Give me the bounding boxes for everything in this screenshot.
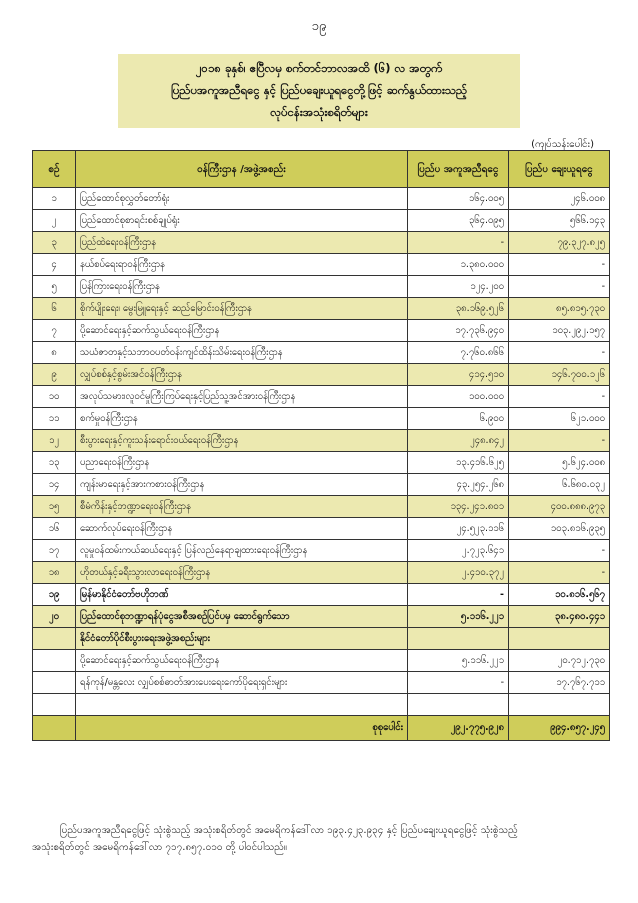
table-row bbox=[33, 606, 610, 628]
foreign-loan-value: ၃၈.၄၈၀.၄၄၁ bbox=[509, 606, 610, 628]
table-row bbox=[33, 210, 610, 232]
row-number: ၁၁ bbox=[33, 408, 76, 430]
foreign-aid-value: ၅.၁၁၆.၂၂၁ bbox=[408, 650, 509, 672]
foreign-aid-value: ၅.၁၁၆.၂၂၁ bbox=[408, 606, 509, 628]
foreign-aid-value: ၃၆၄.၀၉၅ bbox=[408, 210, 509, 232]
ministry-name: ပို့ဆောင်ရေးနှင့်ဆက်သွယ်ရေးဝန်ကြီးဌာန bbox=[76, 320, 408, 342]
foreign-aid-value: ၁.၃၈၀.၀၀၀ bbox=[408, 254, 509, 276]
foreign-loan-value bbox=[509, 694, 610, 716]
foreign-aid-value: ၆.၉၀၀ bbox=[408, 408, 509, 430]
ministry-name: စီမံကိန်းနှင့်ဘဏ္ဍာရေးဝန်ကြီးဌာန bbox=[76, 496, 408, 518]
table-row bbox=[33, 386, 610, 408]
row-number: ၁၄ bbox=[33, 474, 76, 496]
foreign-aid-value: - bbox=[408, 672, 509, 694]
footnote-line-2: အသုံးစရိတ်တွင် အမေရိကန်ဒေါ်လာ ၇၁၇.၈၅၇.၀၁၀ တို့ ပါဝင်ပါသည်။ bbox=[32, 842, 287, 853]
row-number: ၂၀ bbox=[33, 606, 76, 628]
title-line-3: လုပ်ငန်းအသုံးစရိတ်များ bbox=[270, 105, 368, 119]
row-number: ၁၀ bbox=[33, 386, 76, 408]
table-row bbox=[33, 672, 610, 694]
foreign-loan-value: - bbox=[509, 276, 610, 298]
foreign-loan-value: ၇၉.၃၂၇.၈၂၅ bbox=[509, 232, 610, 254]
ministry-name: စီးပွားရေးနှင့်ကူးသန်းရောင်းဝယ်ရေးဝန်ကြီးဌာန bbox=[76, 430, 408, 452]
table-row bbox=[33, 694, 610, 716]
foreign-aid-value: ၁၆၄.၀၀၅ bbox=[408, 188, 509, 210]
ministry-name: အလုပ်သမား၊လူဝင်မှုကြီးကြပ်ရေးနှင့်ပြည်သူ့အင်အားဝန်ကြီးဌာန bbox=[76, 386, 408, 408]
row-number: ၁ bbox=[33, 188, 76, 210]
foreign-loan-value: - bbox=[509, 342, 610, 364]
foreign-aid-value bbox=[408, 694, 509, 716]
foreign-loan-value bbox=[509, 628, 610, 650]
table-body bbox=[33, 188, 610, 716]
header-no: စဉ် bbox=[33, 151, 76, 188]
foreign-aid-value: ၂၄.၅၂၃.၁၁၆ bbox=[408, 518, 509, 540]
foreign-aid-value bbox=[408, 628, 509, 650]
ministry-name bbox=[76, 694, 408, 716]
foreign-loan-value: ၄၀၀.၈၈၈.၉၇၃ bbox=[509, 496, 610, 518]
foreign-loan-value: ၁၀၃.၈၁၆.၉၃၅ bbox=[509, 518, 610, 540]
table-row bbox=[33, 342, 610, 364]
ministry-name: ပြန်ကြားရေးဝန်ကြီးဌာန bbox=[76, 276, 408, 298]
row-number: ၁၆ bbox=[33, 518, 76, 540]
ministry-name: လျှပ်စစ်နှင့်စွမ်းအင်ဝန်ကြီးဌာန bbox=[76, 364, 408, 386]
foreign-loan-value: - bbox=[509, 386, 610, 408]
table-row bbox=[33, 540, 610, 562]
page-number: ၁၉ bbox=[311, 19, 327, 34]
table-row bbox=[33, 474, 610, 496]
table-row bbox=[33, 562, 610, 584]
foreign-aid-value: ၂၄၈.၈၄၂ bbox=[408, 430, 509, 452]
header-foreign-aid: ပြည်ပ အကူအညီရငွေ bbox=[408, 151, 509, 188]
foreign-loan-value: ၅၆၆.၁၄၃ bbox=[509, 210, 610, 232]
foreign-aid-value: - bbox=[408, 584, 509, 606]
ministry-name: ပို့ဆောင်ရေးနှင့်ဆက်သွယ်ရေးဝန်ကြီးဌာန bbox=[76, 650, 408, 672]
total-row bbox=[33, 716, 610, 741]
row-number: ၁၃ bbox=[33, 452, 76, 474]
foreign-aid-value: ၁၃.၄၁၆.၆၂၅ bbox=[408, 452, 509, 474]
total-aid: ၂၉၂.၇၇၅.၉၂၈ bbox=[408, 716, 509, 741]
header-ministry: ဝန်ကြီးဌာန /အဖွဲ့အစည်း bbox=[76, 151, 408, 188]
foreign-aid-value: ၇.၇၆၀.၈၆၆ bbox=[408, 342, 509, 364]
row-number bbox=[33, 628, 76, 650]
ministry-name: နိုင်ငံတော်ပိုင်စီးပွားရေးအဖွဲ့အစည်းများ bbox=[76, 628, 408, 650]
row-number: ၁၇ bbox=[33, 540, 76, 562]
foreign-loan-value: ၁၇.၇၆၇.၇၁၁ bbox=[509, 672, 610, 694]
row-number: ၁၅ bbox=[33, 496, 76, 518]
ministry-name: စိုက်ပျိုးရေး၊ မွေးမြူရေးနှင့် ဆည်မြောင်းဝန်ကြီးဌာန bbox=[76, 298, 408, 320]
row-number bbox=[33, 694, 76, 716]
table-row bbox=[33, 320, 610, 342]
title-line-1: ၂၀၁၈ ခုနှစ်၊ ဧပြီလမှ စက်တင်ဘာလအထိ (၆) လ အတွက် bbox=[195, 61, 443, 75]
foreign-loan-value: ၆.၆၈၀.၀၃၂ bbox=[509, 474, 610, 496]
table-row bbox=[33, 188, 610, 210]
foreign-aid-value: ၁၀၀.၀၀၀ bbox=[408, 386, 509, 408]
ministry-name: ပြည်ထောင်စုလွှတ်တော်ရုံး bbox=[76, 188, 408, 210]
foreign-aid-value: ၄၃.၂၅၄.၂၆၈ bbox=[408, 474, 509, 496]
row-number: ၇ bbox=[33, 320, 76, 342]
table-row bbox=[33, 408, 610, 430]
ministry-name: မြန်မာနိုင်ငံတော်ဗဟိုဘဏ် bbox=[76, 584, 408, 606]
foreign-loan-value: ၁၄၆.၇၀၀.၁၂၆ bbox=[509, 364, 610, 386]
table-row bbox=[33, 496, 610, 518]
ministry-name: ကျန်းမာရေးနှင့်အားကစားဝန်ကြီးဌာန bbox=[76, 474, 408, 496]
ministry-name: ပညာရေးဝန်ကြီးဌာန bbox=[76, 452, 408, 474]
row-number: ၈ bbox=[33, 342, 76, 364]
table-row bbox=[33, 254, 610, 276]
foreign-loan-value: ၈၅.၈၁၅.၇၃၀ bbox=[509, 298, 610, 320]
foreign-loan-value: ၁၀၃.၂၉၂.၁၅၇ bbox=[509, 320, 610, 342]
row-number: ၃ bbox=[33, 232, 76, 254]
row-number: ၆ bbox=[33, 298, 76, 320]
foreign-aid-value: ၄၁၄.၅၁၀ bbox=[408, 364, 509, 386]
ministry-name: ပြည်ထောင်စုစာရင်းစစ်ချုပ်ရုံး bbox=[76, 210, 408, 232]
foreign-loan-value: ၅.၆၂၄.၀၀၈ bbox=[509, 452, 610, 474]
foreign-loan-value: - bbox=[509, 540, 610, 562]
foreign-aid-value: ၁၃၄.၂၄၁.၈၀၁ bbox=[408, 496, 509, 518]
total-label: စုစုပေါင်း bbox=[76, 716, 408, 741]
table-row bbox=[33, 232, 610, 254]
table-row bbox=[33, 452, 610, 474]
header-foreign-loan: ပြည်ပ ချေးယူရငွေ bbox=[509, 151, 610, 188]
foreign-loan-value: - bbox=[509, 562, 610, 584]
table-row bbox=[33, 430, 610, 452]
foreign-loan-value: ၆၂၁.၀၀၀ bbox=[509, 408, 610, 430]
row-number: ၁၂ bbox=[33, 430, 76, 452]
footnote-line-1: ပြည်ပအကူအညီရငွေဖြင့် သုံးစွဲသည့် အသုံးစရိတ်တွင် အမေရိကန်ဒေါ်လာ ၁၉၃.၄၂၃.၉၃၄ နှင့် ပြည်ပချေးယူရငွေဖြင့် သုံးစွဲသည့် bbox=[60, 825, 518, 836]
foreign-aid-value: ၂.၄၁၀.၃၇၂ bbox=[408, 562, 509, 584]
row-number: ၄ bbox=[33, 254, 76, 276]
report-title bbox=[118, 54, 520, 128]
table-row bbox=[33, 628, 610, 650]
table-row bbox=[33, 276, 610, 298]
table-row bbox=[33, 298, 610, 320]
ministry-name: ပြည်ထဲရေးဝန်ကြီးဌာန bbox=[76, 232, 408, 254]
total-loan: ၉၉၄.၈၅၇.၂၄၅ bbox=[509, 716, 610, 741]
footnote bbox=[32, 822, 610, 856]
ministry-name: လူမှုဝန်ထမ်းကယ်ဆယ်ရေးနှင့် ပြန်လည်နေရာချထားရေးဝန်ကြီးဌာန bbox=[76, 540, 408, 562]
row-number: ၅ bbox=[33, 276, 76, 298]
foreign-aid-value: ၃၈.၁၆၉.၅၂၆ bbox=[408, 298, 509, 320]
foreign-aid-value: ၁၂၄.၂၀၀ bbox=[408, 276, 509, 298]
foreign-loan-value: ၂၄၆.၀၀၈ bbox=[509, 188, 610, 210]
foreign-aid-value: ၂.၇၂၃.၆၄၁ bbox=[408, 540, 509, 562]
table-row bbox=[33, 584, 610, 606]
total-blank bbox=[33, 716, 76, 741]
ministry-name: ဟိုတယ်နှင့်ခရီးသွားလာရေးဝန်ကြီးဌာန bbox=[76, 562, 408, 584]
ministry-name: သယံဇာတနှင့်သဘာဝပတ်ဝန်းကျင်ထိန်းသိမ်းရေးဝန်ကြီးဌာန bbox=[76, 342, 408, 364]
row-number bbox=[33, 650, 76, 672]
foreign-loan-value: ၁၀.၈၁၆.၅၆၇ bbox=[509, 584, 610, 606]
foreign-aid-value: ၁၇.၇၃၆.၉၄၀ bbox=[408, 320, 509, 342]
ministry-name: ဆောက်လုပ်ရေးဝန်ကြီးဌာန bbox=[76, 518, 408, 540]
unit-note: (ကျပ်သန်းပေါင်း) bbox=[531, 139, 594, 150]
row-number: ၁၈ bbox=[33, 562, 76, 584]
foreign-loan-value: ၂၀.၇၁၂.၇၃၀ bbox=[509, 650, 610, 672]
foreign-loan-value: - bbox=[509, 254, 610, 276]
row-number: ၁၉ bbox=[33, 584, 76, 606]
table-row bbox=[33, 650, 610, 672]
ministry-name: ရန်ကုန်/မန္တလေး လျှပ်စစ်ဓာတ်အားပေးရေးကော်ပိုရေးရှင်းများ bbox=[76, 672, 408, 694]
foreign-aid-value: - bbox=[408, 232, 509, 254]
table-row bbox=[33, 518, 610, 540]
row-number bbox=[33, 672, 76, 694]
table-header-row bbox=[33, 151, 610, 188]
row-number: ၉ bbox=[33, 364, 76, 386]
table-row bbox=[33, 364, 610, 386]
foreign-loan-value: - bbox=[509, 430, 610, 452]
ministry-name: နယ်စပ်ရေးရာဝန်ကြီးဌာန bbox=[76, 254, 408, 276]
ministry-name: စက်မှုဝန်ကြီးဌာန bbox=[76, 408, 408, 430]
ministry-name: ပြည်ထောင်စုဘဏ္ဍာရန်ပုံငွေအစီအစဉ်ပြင်ပမှ ဆောင်ရွက်သော bbox=[76, 606, 408, 628]
row-number: ၂ bbox=[33, 210, 76, 232]
title-line-2: ပြည်ပအကူအညီရငွေ နှင့် ပြည်ပချေးယူရငွေတို့ဖြင့် ဆက်နွယ်ထားသည့် bbox=[170, 83, 468, 97]
expenditure-table bbox=[32, 150, 610, 741]
